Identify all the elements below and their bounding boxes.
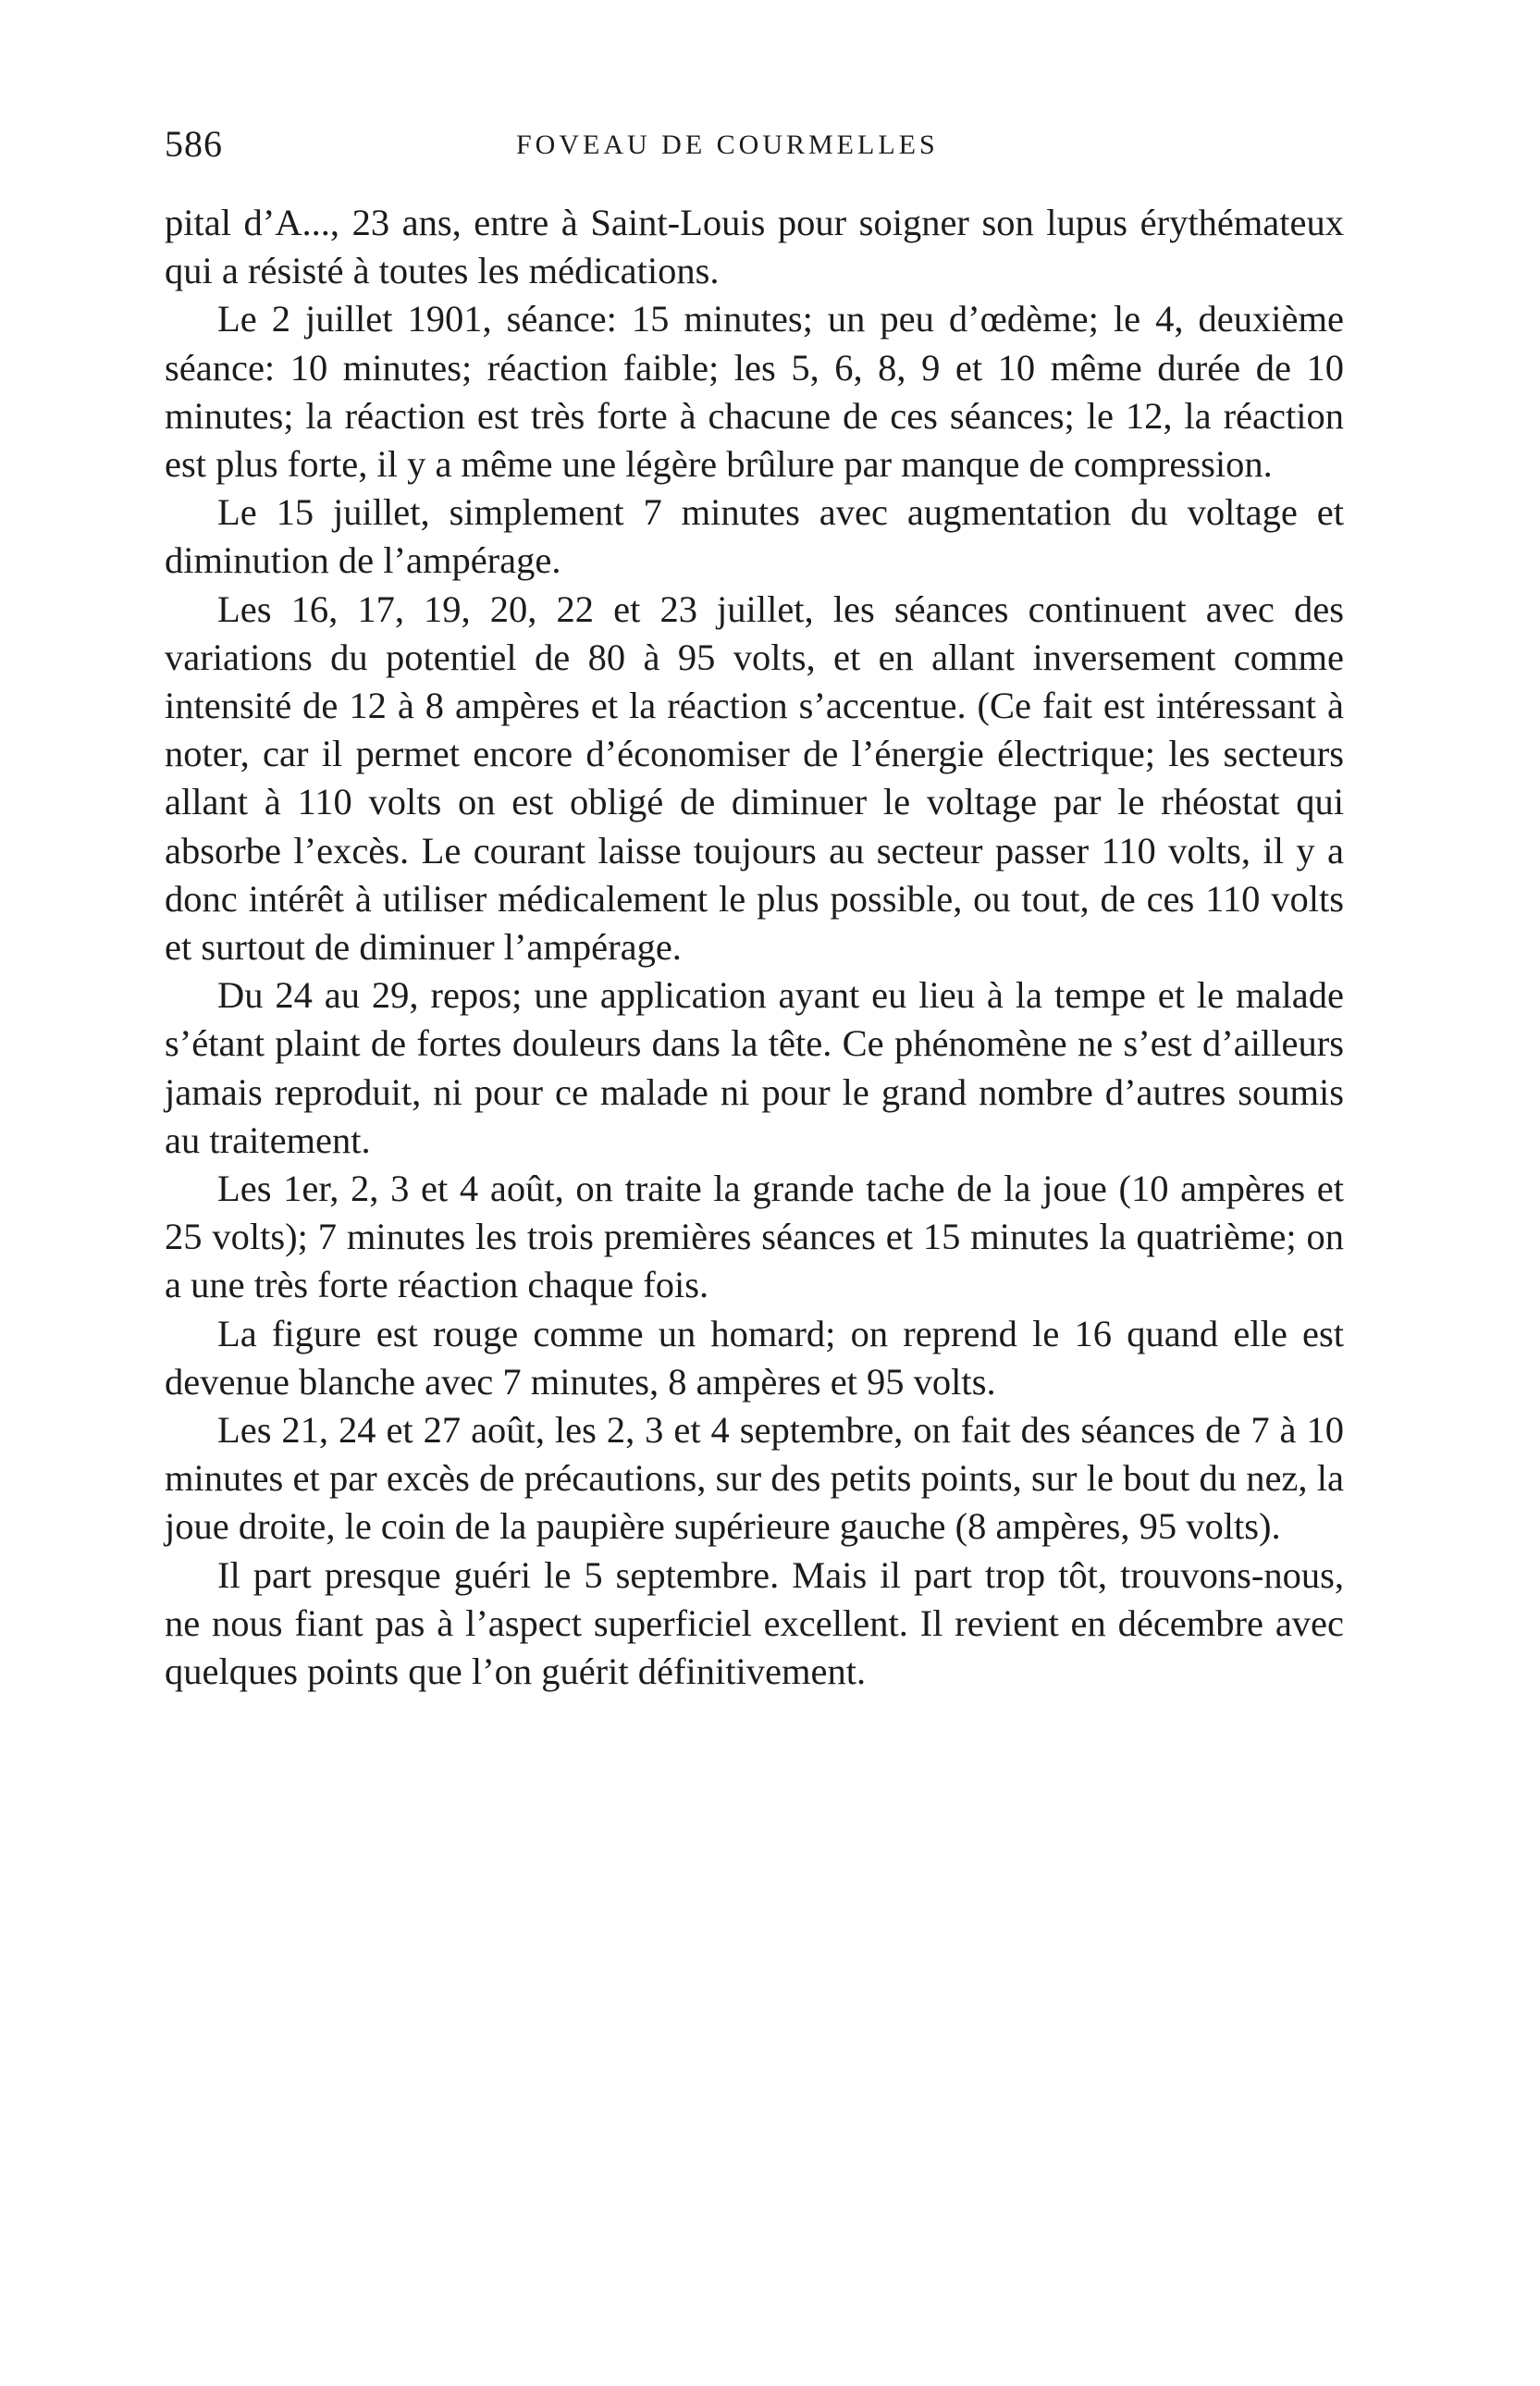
paragraph-8: Les 21, 24 et 27 août, les 2, 3 et 4 septembre, on fait des séances de 7 à 10 minutes et par excès de précautions, sur des petits points, sur le bout du nez, la joue droite, le coin de la paupière supérieure gauche (8 ampères, 95 volts). — [165, 1409, 1344, 1548]
paragraph-2: Le 2 juillet 1901, séance: 15 minutes; un peu d’œdème; le 4, deuxième séance: 10 minutes; réaction faible; les 5, 6, 8, 9 et 10 même durée de 10 minutes; la réaction est très forte à chacune de ces séances; le 12, la réaction est plus forte, il y a même une légère brûlure par manque de compression. — [165, 298, 1344, 486]
running-head: FOVEAU DE COURMELLES — [516, 130, 939, 160]
page-number: 586 — [165, 123, 223, 165]
page-header — [165, 122, 1349, 178]
paragraph-6: Les 1er, 2, 3 et 4 août, on traite la grande tache de la joue (10 ampères et 25 volts); 7 minutes les trois premières séances et 15 minutes la quatrième; on a une très forte réaction chaque fois. — [165, 1168, 1344, 1306]
body-text — [165, 199, 1344, 1696]
paragraph-5: Du 24 au 29, repos; une application ayant eu lieu à la tempe et le malade s’étant plaint de fortes douleurs dans la tête. Ce phénomène ne s’est d’ailleurs jamais reproduit, ni pour ce malade ni pour le grand nombre d’autres soumis au traitement. — [165, 974, 1344, 1161]
paragraph-1: pital d’A..., 23 ans, entre à Saint-Louis pour soigner son lupus érythémateux qui a résisté à toutes les médications. — [165, 202, 1344, 292]
paragraph-4: Les 16, 17, 19, 20, 22 et 23 juillet, les séances continuent avec des variations du potentiel de 80 à 95 volts, et en allant inversement comme intensité de 12 à 8 ampères et la réaction s’accentue. (Ce fait est intéressant à noter, car il permet encore d’économiser de l’énergie électrique; les secteurs allant à 110 volts on est obligé de diminuer le voltage par le rhéostat qui absorbe l’excès. Le courant laisse toujours au secteur passer 110 volts, il y a donc intérêt à utiliser médicalement le plus possible, ou tout, de ces 110 volts et surtout de diminuer l’ampérage. — [165, 587, 1344, 969]
paragraph-9: Il part presque guéri le 5 septembre. Mais il part trop tôt, trouvons-nous, ne nous fiant pas à l’aspect superficiel excellent. Il revient en décembre avec quelques points que l’on guérit définitivement. — [165, 1553, 1344, 1693]
paragraph-3: Le 15 juillet, simplement 7 minutes avec augmentation du voltage et diminution de l’ampérage. — [165, 491, 1344, 582]
paragraph-7: La figure est rouge comme un homard; on reprend le 16 quand elle est devenue blanche avec 7 minutes, 8 ampères et 95 volts. — [165, 1312, 1344, 1403]
